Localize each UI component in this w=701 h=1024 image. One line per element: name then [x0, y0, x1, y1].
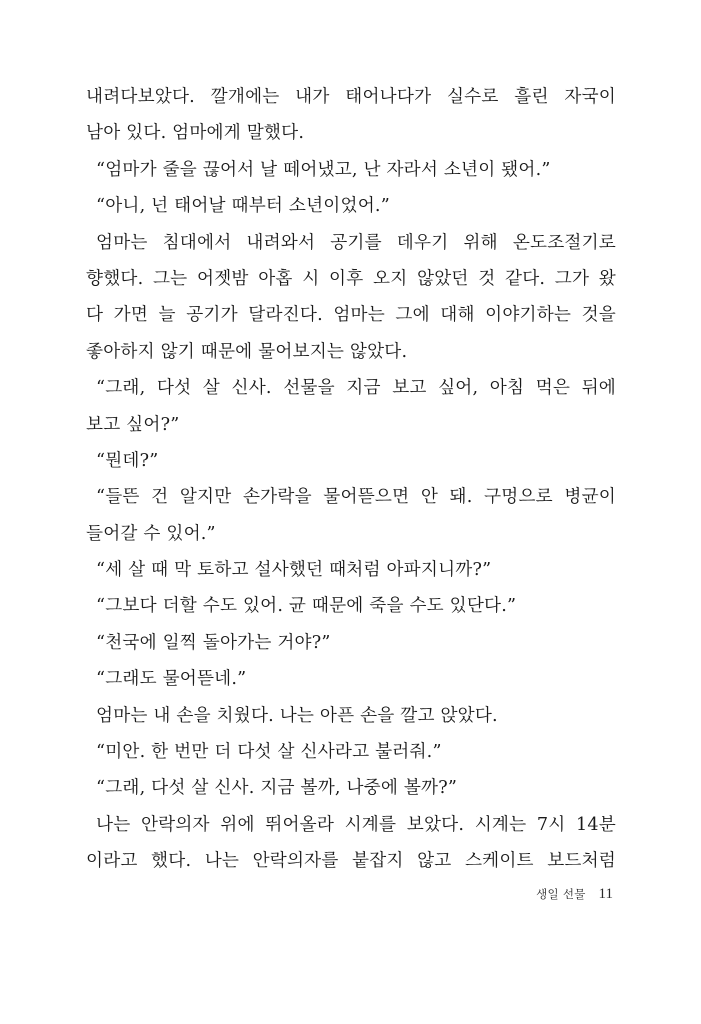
text-line: “그래, 다섯 살 신사. 선물을 지금 보고 싶어, 아침 먹은 뒤에: [96, 378, 616, 399]
body-text: [86, 79, 616, 880]
text-line: 엄마는 침대에서 내려와서 공기를 데우기 위해 온도조절기로: [96, 232, 616, 253]
text-line: 남아 있다. 엄마에게 말했다.: [86, 123, 305, 144]
text-line: 보고 싶어?”: [86, 414, 180, 435]
text-line: 이라고 했다. 나는 안락의자를 붙잡지 않고 스케이트 보드처럼: [86, 851, 616, 872]
text-line: 나는 안락의자 위에 뛰어올라 시계를 보았다. 시계는 7시 14분: [96, 814, 616, 835]
text-line: “세 살 때 막 토하고 설사했던 때처럼 아파지니까?”: [96, 560, 492, 581]
text-line: 좋아하지 않기 때문에 물어보지는 않았다.: [86, 341, 408, 362]
text-line: “그래, 다섯 살 신사. 지금 볼까, 나중에 볼까?”: [96, 778, 458, 799]
text-line: “뭔데?”: [96, 450, 159, 471]
page-footer: [536, 886, 613, 903]
text-line: 향했다. 그는 어젯밤 아홉 시 이후 오지 않았던 것 같다. 그가 왔: [86, 268, 616, 289]
text-line: 다 가면 늘 공기가 달라진다. 엄마는 그에 대해 이야기하는 것을: [86, 305, 616, 326]
text-line: “아니, 넌 태어날 때부터 소년이었어.”: [96, 196, 390, 217]
text-line: “들뜬 건 알지만 손가락을 물어뜯으면 안 돼. 구멍으로 병균이: [96, 487, 616, 508]
text-line: 엄마는 내 손을 치웠다. 나는 아픈 손을 깔고 앉았다.: [96, 705, 498, 726]
text-line: 내려다보았다. 깔개에는 내가 태어나다가 실수로 흘린 자국이: [86, 87, 616, 107]
page-number: 11: [598, 886, 613, 902]
text-line: “그래도 물어뜯네.”: [96, 669, 247, 690]
running-title: 생일 선물: [536, 887, 586, 901]
text-line: “엄마가 줄을 끊어서 날 떼어냈고, 난 자라서 소년이 됐어.”: [96, 159, 551, 180]
text-line: “미안. 한 번만 더 다섯 살 신사라고 불러줘.”: [96, 742, 442, 763]
text-line: “그보다 더할 수도 있어. 균 때문에 죽을 수도 있단다.”: [96, 596, 517, 617]
text-line: 들어갈 수 있어.”: [86, 523, 216, 544]
text-line: “천국에 일찍 돌아가는 거야?”: [96, 632, 331, 653]
